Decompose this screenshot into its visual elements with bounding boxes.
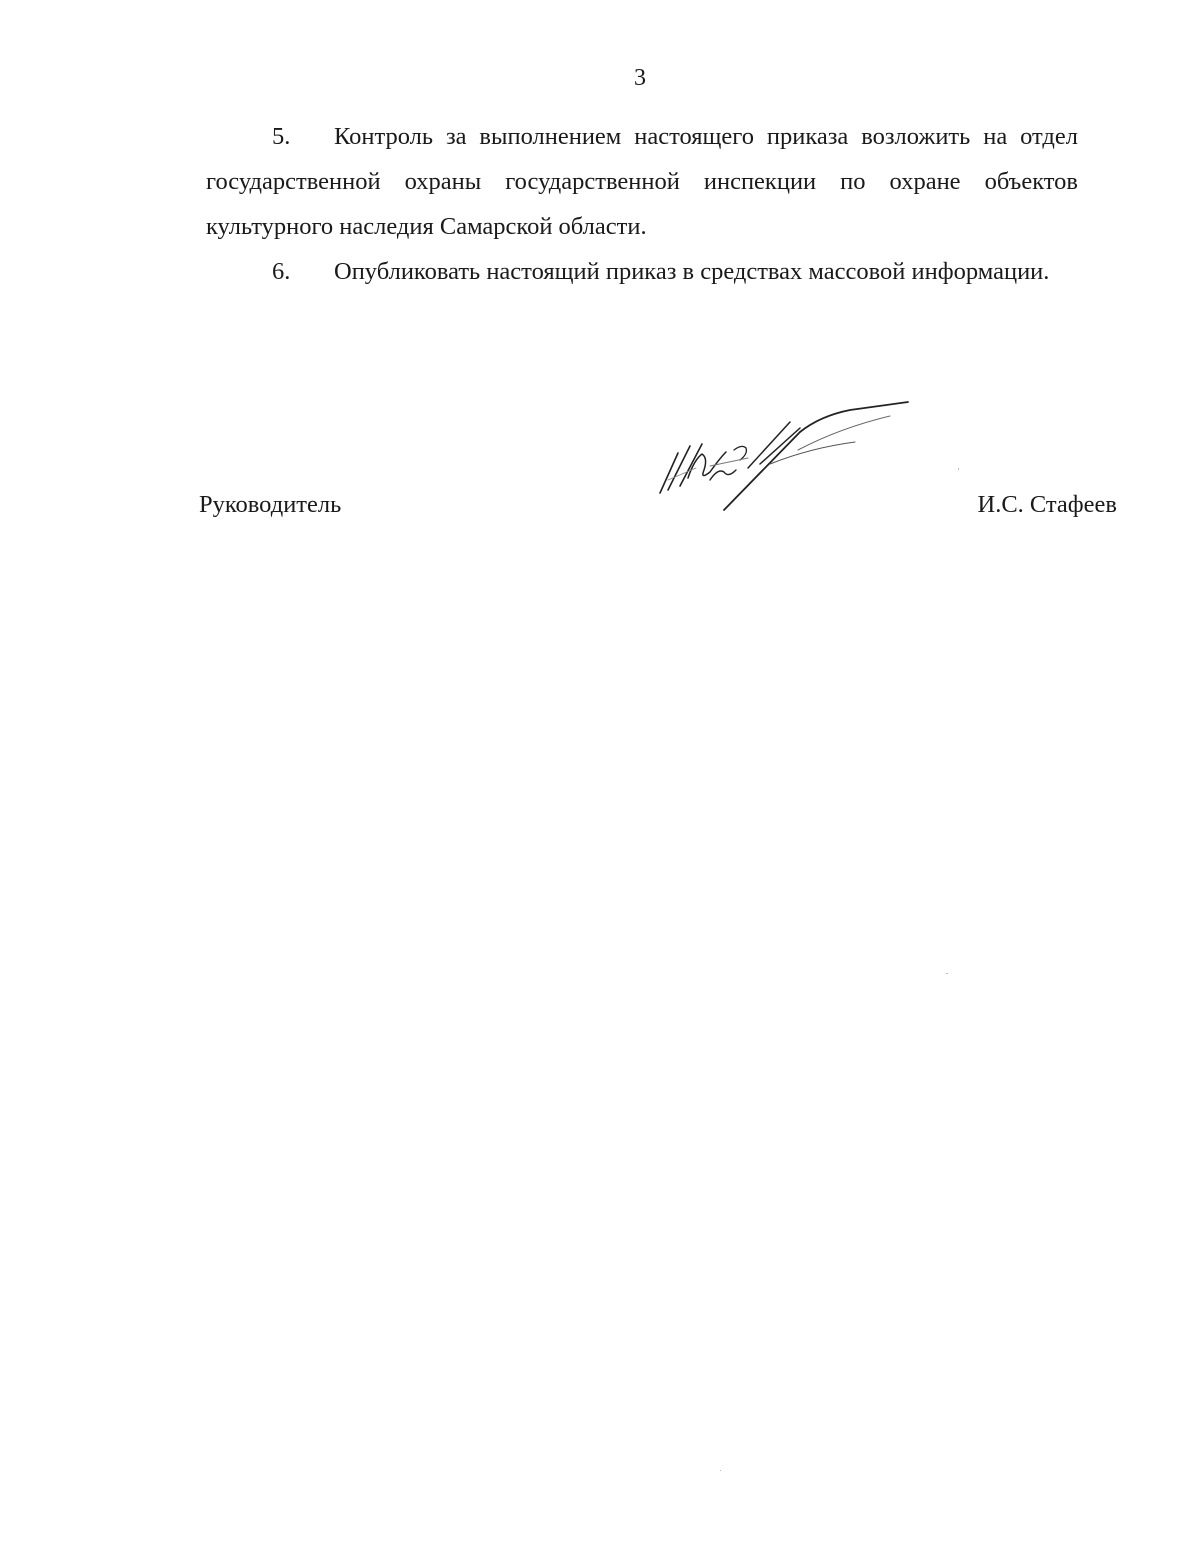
scan-speck [958, 468, 959, 470]
scan-speck [720, 1470, 721, 1471]
signature-block [199, 487, 1117, 527]
scan-speck [946, 973, 948, 974]
document-body [206, 114, 1078, 294]
signatory-role: Руководитель [199, 491, 342, 518]
paragraph-5 [206, 114, 1078, 249]
page-number: 3 [634, 65, 646, 91]
paragraph-text: Контроль за выполнением настоящего приказа возложить на отдел государственной охраны государственной инспекции по охране объектов культурного наследия Самарской области. [206, 123, 1078, 240]
paragraph-number: 6. [272, 258, 291, 285]
paragraph-text: Опубликовать настоящий приказ в средствах массовой информации. [334, 258, 1050, 285]
paragraph-6 [206, 249, 1078, 294]
paragraph-number: 5. [272, 123, 291, 150]
signatory-name: И.С. Стафеев [977, 491, 1117, 518]
